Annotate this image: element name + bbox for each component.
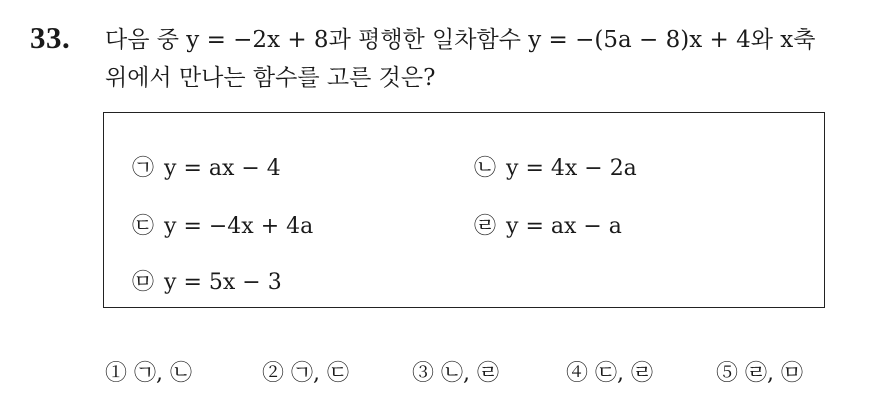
item-expression: y = ax − 4 xyxy=(164,156,281,181)
item-expression: y = ax − a xyxy=(506,214,622,239)
answer-choice-5[interactable]: ⑤ ㉣, ㉤ xyxy=(716,361,803,386)
item-expression: y = −4x + 4a xyxy=(164,214,314,239)
item-expression: y = 4x − 2a xyxy=(506,156,637,181)
question-number: 33. xyxy=(30,20,71,55)
question-text-line-1: 다음 중 y = −2x + 8과 평행한 일차함수 y = −(5a − 8)x + 4와 x축 xyxy=(105,27,816,53)
answer-choice-4[interactable]: ④ ㉢, ㉣ xyxy=(566,361,653,386)
item-expression: y = 5x − 3 xyxy=(164,270,282,295)
item-mark: ㉡ xyxy=(474,156,497,181)
question-text-line-2: 위에서 만나는 함수를 고른 것은? xyxy=(105,65,436,91)
answer-choice-2[interactable]: ② ㉠, ㉢ xyxy=(262,361,349,386)
item-mark: ㉣ xyxy=(474,214,497,239)
answer-choice-1[interactable]: ① ㉠, ㉡ xyxy=(105,361,192,386)
box-item xyxy=(132,151,281,182)
item-mark: ㉠ xyxy=(132,156,155,181)
item-mark: ㉢ xyxy=(132,214,155,239)
box-item xyxy=(132,265,282,296)
box-item xyxy=(474,151,637,182)
answer-choice-3[interactable]: ③ ㉡, ㉣ xyxy=(412,361,499,386)
box-item xyxy=(132,209,313,240)
condition-box xyxy=(103,112,825,308)
box-item xyxy=(474,209,622,240)
item-mark: ㉤ xyxy=(132,270,155,295)
